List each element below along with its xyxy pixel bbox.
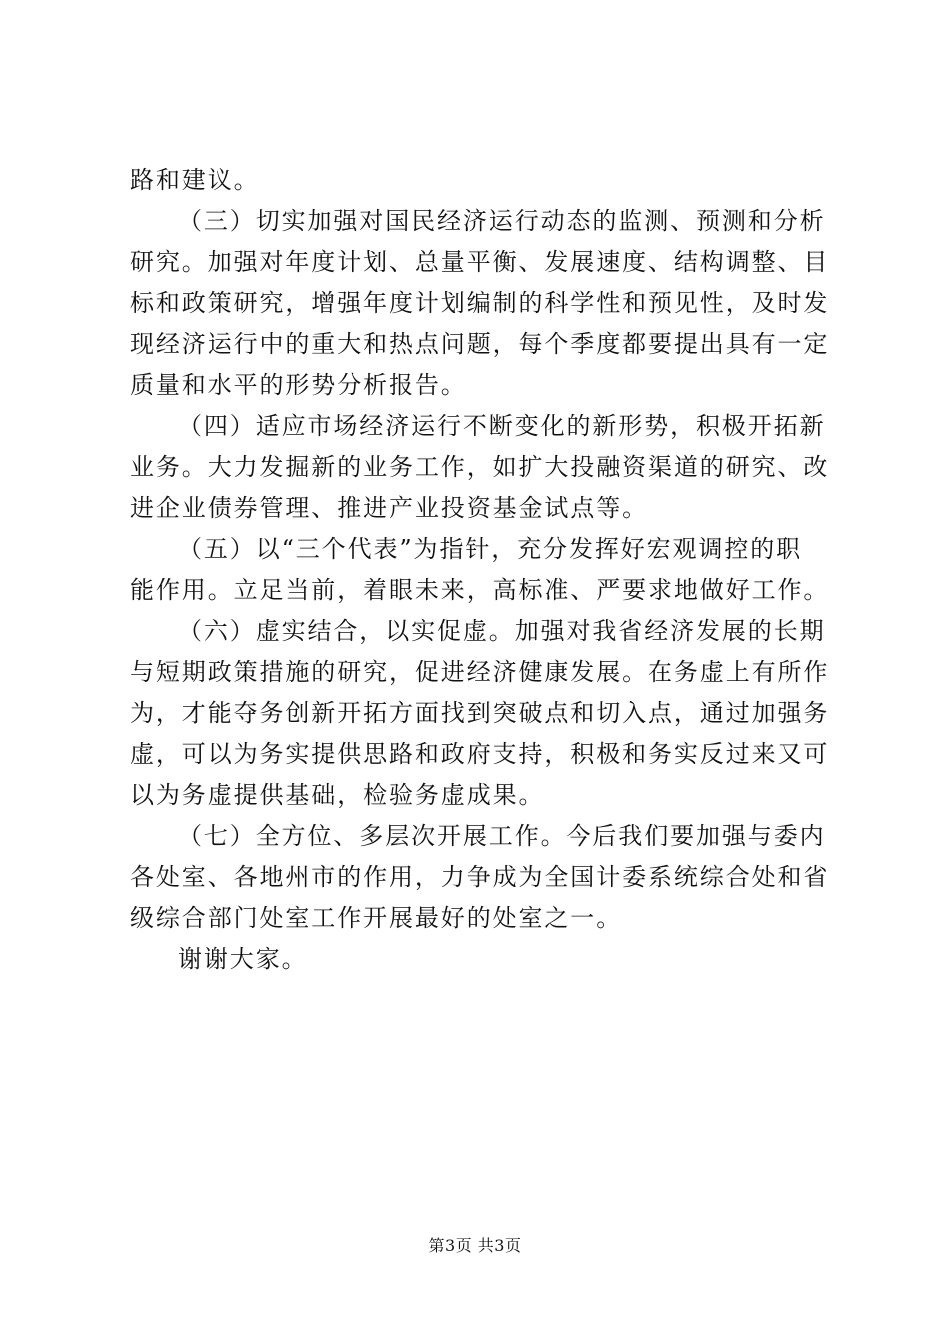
text-line: 虚，可以为务实提供思路和政府支持，积极和务实反过来又可 xyxy=(130,740,830,768)
text-line: 进企业债券管理、推进产业投资基金试点等。 xyxy=(130,494,648,522)
text-line: 业务。大力发掘新的业务工作，如扩大投融资渠道的研究、改 xyxy=(130,453,830,481)
text-line: （三）切实加强对国民经济运行动态的监测、预测和分析 xyxy=(178,207,826,235)
text-line: 以为务虚提供基础，检验务虚成果。 xyxy=(130,781,545,809)
text-line: （五）以“三个代表”为指针，充分发挥好宏观调控的职 xyxy=(178,535,803,563)
text-line: （四）适应市场经济运行不断变化的新形势，积极开拓新 xyxy=(178,412,826,440)
text-line: （七）全方位、多层次开展工作。今后我们要加强与委内 xyxy=(178,822,826,850)
text-line: 标和政策研究，增强年度计划编制的科学性和预见性，及时发 xyxy=(130,289,830,317)
text-line: 能作用。立足当前，着眼未来，高标准、严要求地做好工作。 xyxy=(130,576,830,604)
text-line: 级综合部门处室工作开展最好的处室之一。 xyxy=(130,904,623,932)
text-line: 与短期政策措施的研究，促进经济健康发展。在务虚上有所作 xyxy=(130,658,830,686)
text-line: 质量和水平的形势分析报告。 xyxy=(130,371,467,399)
page-footer: 第3页 共3页 xyxy=(428,1236,522,1255)
document-body xyxy=(130,160,840,980)
text-line: 为，才能夺务创新开拓方面找到突破点和切入点，通过加强务 xyxy=(130,699,830,727)
text-line: 研究。加强对年度计划、总量平衡、发展速度、结构调整、目 xyxy=(130,248,830,276)
text-line: 各处室、各地州市的作用，力争成为全国计委系统综合处和省 xyxy=(130,863,830,891)
text-line: 现经济运行中的重大和热点问题，每个季度都要提出具有一定 xyxy=(130,330,830,358)
text-line: 路和建议。 xyxy=(130,166,260,194)
closing-line: 谢谢大家。 xyxy=(178,945,308,973)
text-line: （六）虚实结合，以实促虚。加强对我省经济发展的长期 xyxy=(178,617,826,645)
